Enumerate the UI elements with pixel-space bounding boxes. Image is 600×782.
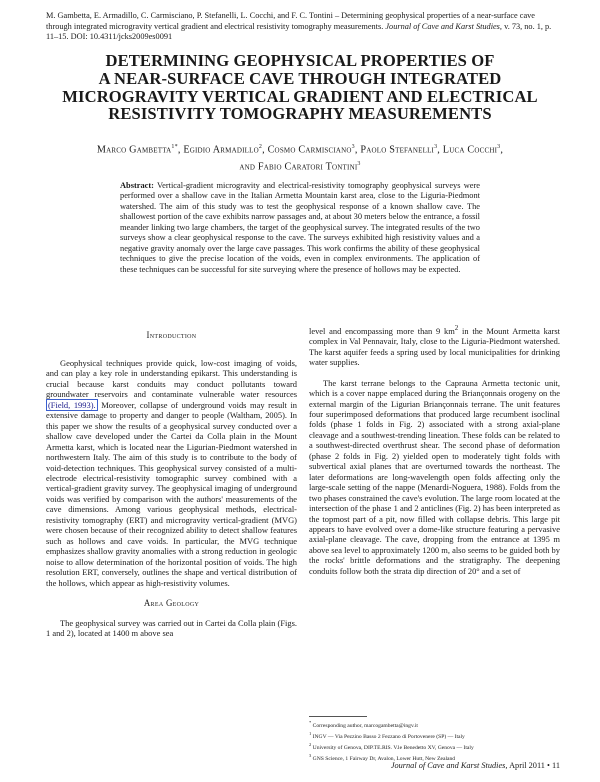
abstract-text: Vertical-gradient microgravity and electrical-resistivity tomography geophysical surveys were performed over a shallow cave in the Italian Armetta Mountain karst area, close to the Liguria-Piedmont watershed. The aim of this study was to test the geophysical response of a known shallow cave. The shallowest portion of the cave exhibits narrow passages and, at about 30 meters below the entrance, a fossil meander linking two large chambers, the target of the geophysical survey. The integrated results of the two surveys show a clear geophysical response to the cave. The surveys exhibited high resistivity values and a negative gravity anomaly over the large cave passages. This work confirms the ability of these geophysical techniques to give the precise location of the voids, even in complex environments. The application of these techniques can be successful for site surveying where the presence of hollows may be expected. [120, 181, 480, 274]
citation-journal: Journal of Cave and Karst Studies, [385, 21, 502, 31]
citation-link-field-1993[interactable]: (Field, 1993). [48, 399, 96, 410]
footnote [309, 719, 561, 730]
author-name: Luca Cocchi [442, 144, 498, 156]
footer-separator: • [544, 761, 552, 770]
footer-journal: Journal of Cave and Karst Studies, [390, 761, 508, 770]
footnote-mark: 2 [309, 742, 312, 748]
author-list [30, 140, 570, 175]
author-affiliation-mark: 3 [497, 144, 501, 150]
author-separator: , [177, 144, 184, 156]
author-name: Cosmo Carmisciano [267, 144, 352, 156]
title-line: MICROGRAVITY VERTICAL GRADIENT AND ELECTRICAL [62, 86, 538, 106]
author-affiliation-mark: 1* [171, 144, 178, 150]
author-name: Paolo Stefanelli [360, 144, 435, 156]
title-line: A NEAR-SURFACE CAVE THROUGH INTEGRATED [98, 68, 502, 88]
footnote-text: INGV — Via Pezzino Basso 2 Fezzano di Portovenere (SP) — Italy [312, 734, 465, 741]
footnote-mark: 3 [309, 753, 312, 759]
author-line-2 [30, 157, 570, 174]
footnote-mark: * [309, 720, 312, 725]
author-affiliation-mark: 3 [351, 144, 355, 150]
footnotes [309, 719, 561, 764]
paragraph-text: Geophysical techniques provide quick, low-cost imaging of voids, and can play a key role in understanding epikarst. This understanding is crucial because karst conduits may conduct pollutants toward groundwater reservoirs and contaminate vulnerable water resources [46, 358, 297, 400]
footnote-text: GNS Science, 1 Fairway Dr, Avalon, Lower Hutt, New Zealand [312, 756, 456, 763]
abstract [120, 181, 480, 275]
paragraph-text: level and encompassing more than 9 km [309, 325, 455, 336]
abstract-label: Abstract: [120, 181, 154, 190]
paragraph [46, 358, 297, 588]
footnote-text: Corresponding author, marcogambetta@ingv.it [312, 722, 418, 729]
page-number: 11 [552, 761, 560, 770]
author-separator: , [500, 144, 504, 156]
title-line: RESISTIVITY TOMOGRAPHY MEASUREMENTS [108, 104, 492, 124]
footnote-text: University of Genova, DIP.TE.RIS. V.le Benedetto XV, Genova — Italy [312, 745, 474, 752]
paragraph [309, 323, 560, 368]
author-name: Egidio Armadillo [183, 144, 259, 156]
citation-header [46, 11, 560, 43]
paragraph: The geophysical survey was carried out in Cartei da Colla plain (Figs. 1 and 2), located at 1400 m above sea [46, 617, 297, 639]
superscript: 2 [454, 324, 459, 332]
paragraph-text: in the Mount Armetta karst complex in Val Pennavair, Italy, close to the Liguria-Piedmont watershed. The karst aquifer feeds a spring used by local municipalities for drinking water supplies. [309, 325, 560, 368]
citation-details: v. 73, no. 1, p. 11–15. DOI: 10.4311/jcks2009es0091 [46, 21, 552, 42]
author-separator: , [354, 144, 361, 156]
author-line-1 [30, 140, 570, 157]
footer-issue: April 2011 [509, 761, 545, 770]
right-column [309, 323, 560, 576]
author-name: and Fabio Caratori Tontini [239, 161, 358, 173]
author-affiliation-mark: 3 [434, 144, 438, 150]
title-line: DETERMINING GEOPHYSICAL PROPERTIES OF [105, 51, 495, 70]
author-affiliation-mark: 3 [357, 161, 361, 168]
footnote-divider [309, 716, 367, 717]
footnote [309, 741, 561, 752]
paragraph: The karst terrane belongs to the Caprauna Armetta tectonic unit, which is a cover nappe emplaced during the Briançonnais orogeny on the external margin of the Ligurian Briançonnais terrane. The unit features four superimposed deformations that produced large recumbent isoclinal folds (phase 1 folds in Fig. 2) associated with a strong axial-plane cleavage and a southwest-trending lineation. These folds can be related to a southwest-directed overthrust shear. The second phase of deformation (phase 2 folds in Fig. 2) yielded open to moderately tight folds with subvertical axial planes that are overturned towards the northeast. The later deformations are long-wavelength open folds affecting only the large-scale setting of the nappe (Menardi-Noguera, 1988). Folds from the two phases constrained the cave's evolution. The large room located at the intersection of the phase 1 and 2 anticlines (Fig. 2) has been interpreted as the topmost part of a pit, now filled with collapse debris. This large pit appears to have evolved over a dome-like structure featuring a pervasive axial-plane cleavage. The cave, dropping from the entrance at 1395 m above sea level to approximately 1200 m, also seems to be guided both by the rocks' brittle deformations and the stratigraphy. The deepening conduits follow both the strata dip direction of 20° and a set of [309, 377, 560, 576]
author-separator: , [262, 144, 268, 156]
section-heading-introduction: Introduction [146, 330, 197, 340]
journal-footer [380, 761, 560, 771]
paragraph-text: Moreover, collapse of underground voids may result in extensive damage to property and danger to people (Waltham, 2005). In this paper we show the results of a geophysical survey conducted over a shallow cave developed under the Cartei da Colla plain in the Mount Armetta karst, which is located near the Ligurian-Piedmont watershed in northwestern Italy. The aim of this study is to contribute to the body of void-detection techniques. This geophysical survey consisted of a multi-electrode electrical-resistivity tomographic survey combined with a vertical-gradient gravity survey. The geophysical imaging of underground voids was verified by comparison with the authors' measurements of the cave dimensions. Among various geophysical methods, electrical-resistivity tomography (ERT) and microgravity vertical-gradient (MVG) were chosen because of their recognized ability to detect shallow features such as hollows and cave voids. In particular, the MVG technique emphasizes shallow gravity anomalies with a strong reduction in geologic noise to allow determination of the horizontal position of voids. The high resolution ERT, conversely, outlines the shape and vertical distribution of the hollows, which appear as high-resistivity volumes. [46, 399, 298, 588]
section-heading-area-geology: Area Geology [143, 597, 200, 608]
author-separator: , [437, 144, 443, 156]
footnote [309, 730, 561, 741]
author-affiliation-mark: 2 [258, 144, 263, 150]
footnote-mark: 1 [309, 731, 312, 737]
citation-authors-title: M. Gambetta, E. Armadillo, C. Carmisciano, P. Stefanelli, L. Cocchi, and F. C. Tontini – Determining geophysical properties of a near-surface cave through integrated microgravity vertical gradient and electrical resistivity tomography measurements. [46, 11, 535, 31]
paper-title [30, 52, 570, 123]
left-column [46, 330, 297, 639]
author-name: Marco Gambetta [96, 144, 172, 156]
